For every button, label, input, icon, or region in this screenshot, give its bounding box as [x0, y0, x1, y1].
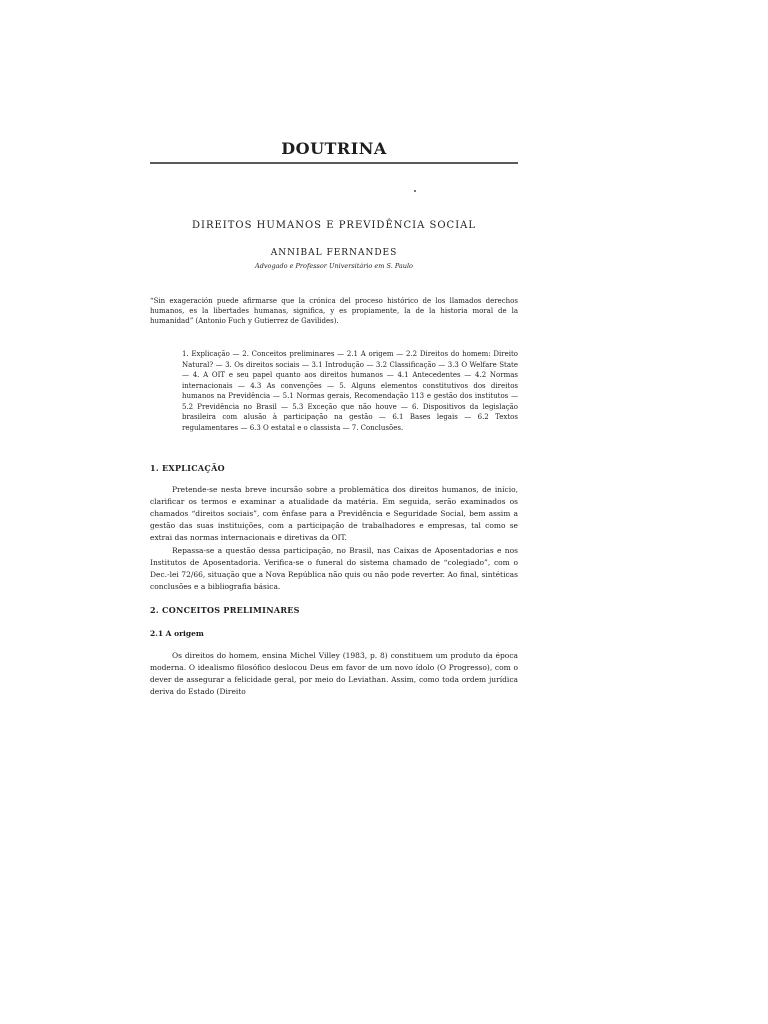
section-heading-explicacao: 1. EXPLICAÇÃO: [150, 463, 225, 473]
section-heading-conceitos: 2. CONCEITOS PRELIMINARES: [150, 605, 300, 615]
paragraph: Pretende-se nesta breve incursão sobre a problemática dos direitos humanos, de início, clarificar os termos e examinar a atualidade da matéria. Em seguida, serão examinados os chamados “direitos sociais”, com ênfase para a Previdência e Seguridade Social, bem assim a gestão das suas instituições, com a participação de trabalhadores e empresas, tal como se extrai das normas internacionais e diretivas da OIT.: [150, 485, 518, 542]
paragraph: Repassa-se a questão dessa participação, no Brasil, nas Caixas de Aposentadorias e nos Institutos de Aposentadoria. Verifica-se o funeral do sistema chamado de “colegiado”, com o Dec.-lei 72/66, situação que a Nova República não quis ou não pode reverter. Ao final, sintéticas conclusões e a bibliografia básica.: [150, 546, 518, 591]
article-summary: 1. Explicação — 2. Conceitos preliminares — 2.1 A origem — 2.2 Direitos do homem: Direito Natural? — 3. Os direitos sociais — 3.1 Introdução — 3.2 Classificação — 3.3 O Welfare State — 4. A OIT e seu papel quanto aos direitos humanos — 4.1 Antecedentes — 4.2 Normas internacionais — 4.3 As convenções — 5. Alguns elementos constitutivos dos direitos humanos na Previdência — 5.1 Normas gerais, Recomendação 113 e gestão dos institutos — 5.2 Previdência no Brasil — 5.3 Exceção que não houve — 6. Dispositivos da legislação brasileira com alusão à participação na gestão — 6.1 Bases legais — 6.2 Textos regulamentares — 6.3 O estatal e o classista — 7. Conclusões.: [182, 350, 518, 432]
epigraph: “Sin exageración puede afirmarse que la crónica del proceso histórico de los llamados derechos humanos, es la libertades humanas, significa, y es propiamente, la de la historia moral de la humanidad” (Antonio Fuch y Gutierrez de Gavilides).: [150, 297, 518, 325]
scan-speck: [414, 190, 416, 192]
section-heading: DOUTRINA: [281, 139, 387, 158]
heading-rule: [150, 162, 518, 164]
author-affiliation: Advogado e Professor Universitário em S. Paulo: [255, 262, 413, 270]
subsection-heading-origem: 2.1 A origem: [150, 629, 204, 638]
article-title: DIREITOS HUMANOS E PREVIDÊNCIA SOCIAL: [191, 220, 477, 231]
paragraph: Os direitos do homem, ensina Michel Villey (1983, p. 8) constituem um produto da época moderna. O idealismo filosófico deslocou Deus em favor de um novo ídolo (O Progresso), com o dever de assegurar a felicidade geral, por meio do Leviathan. Assim, como toda ordem jurídica deriva do Estado (Direito: [150, 651, 518, 696]
author-name: ANNIBAL FERNANDES: [270, 248, 398, 258]
